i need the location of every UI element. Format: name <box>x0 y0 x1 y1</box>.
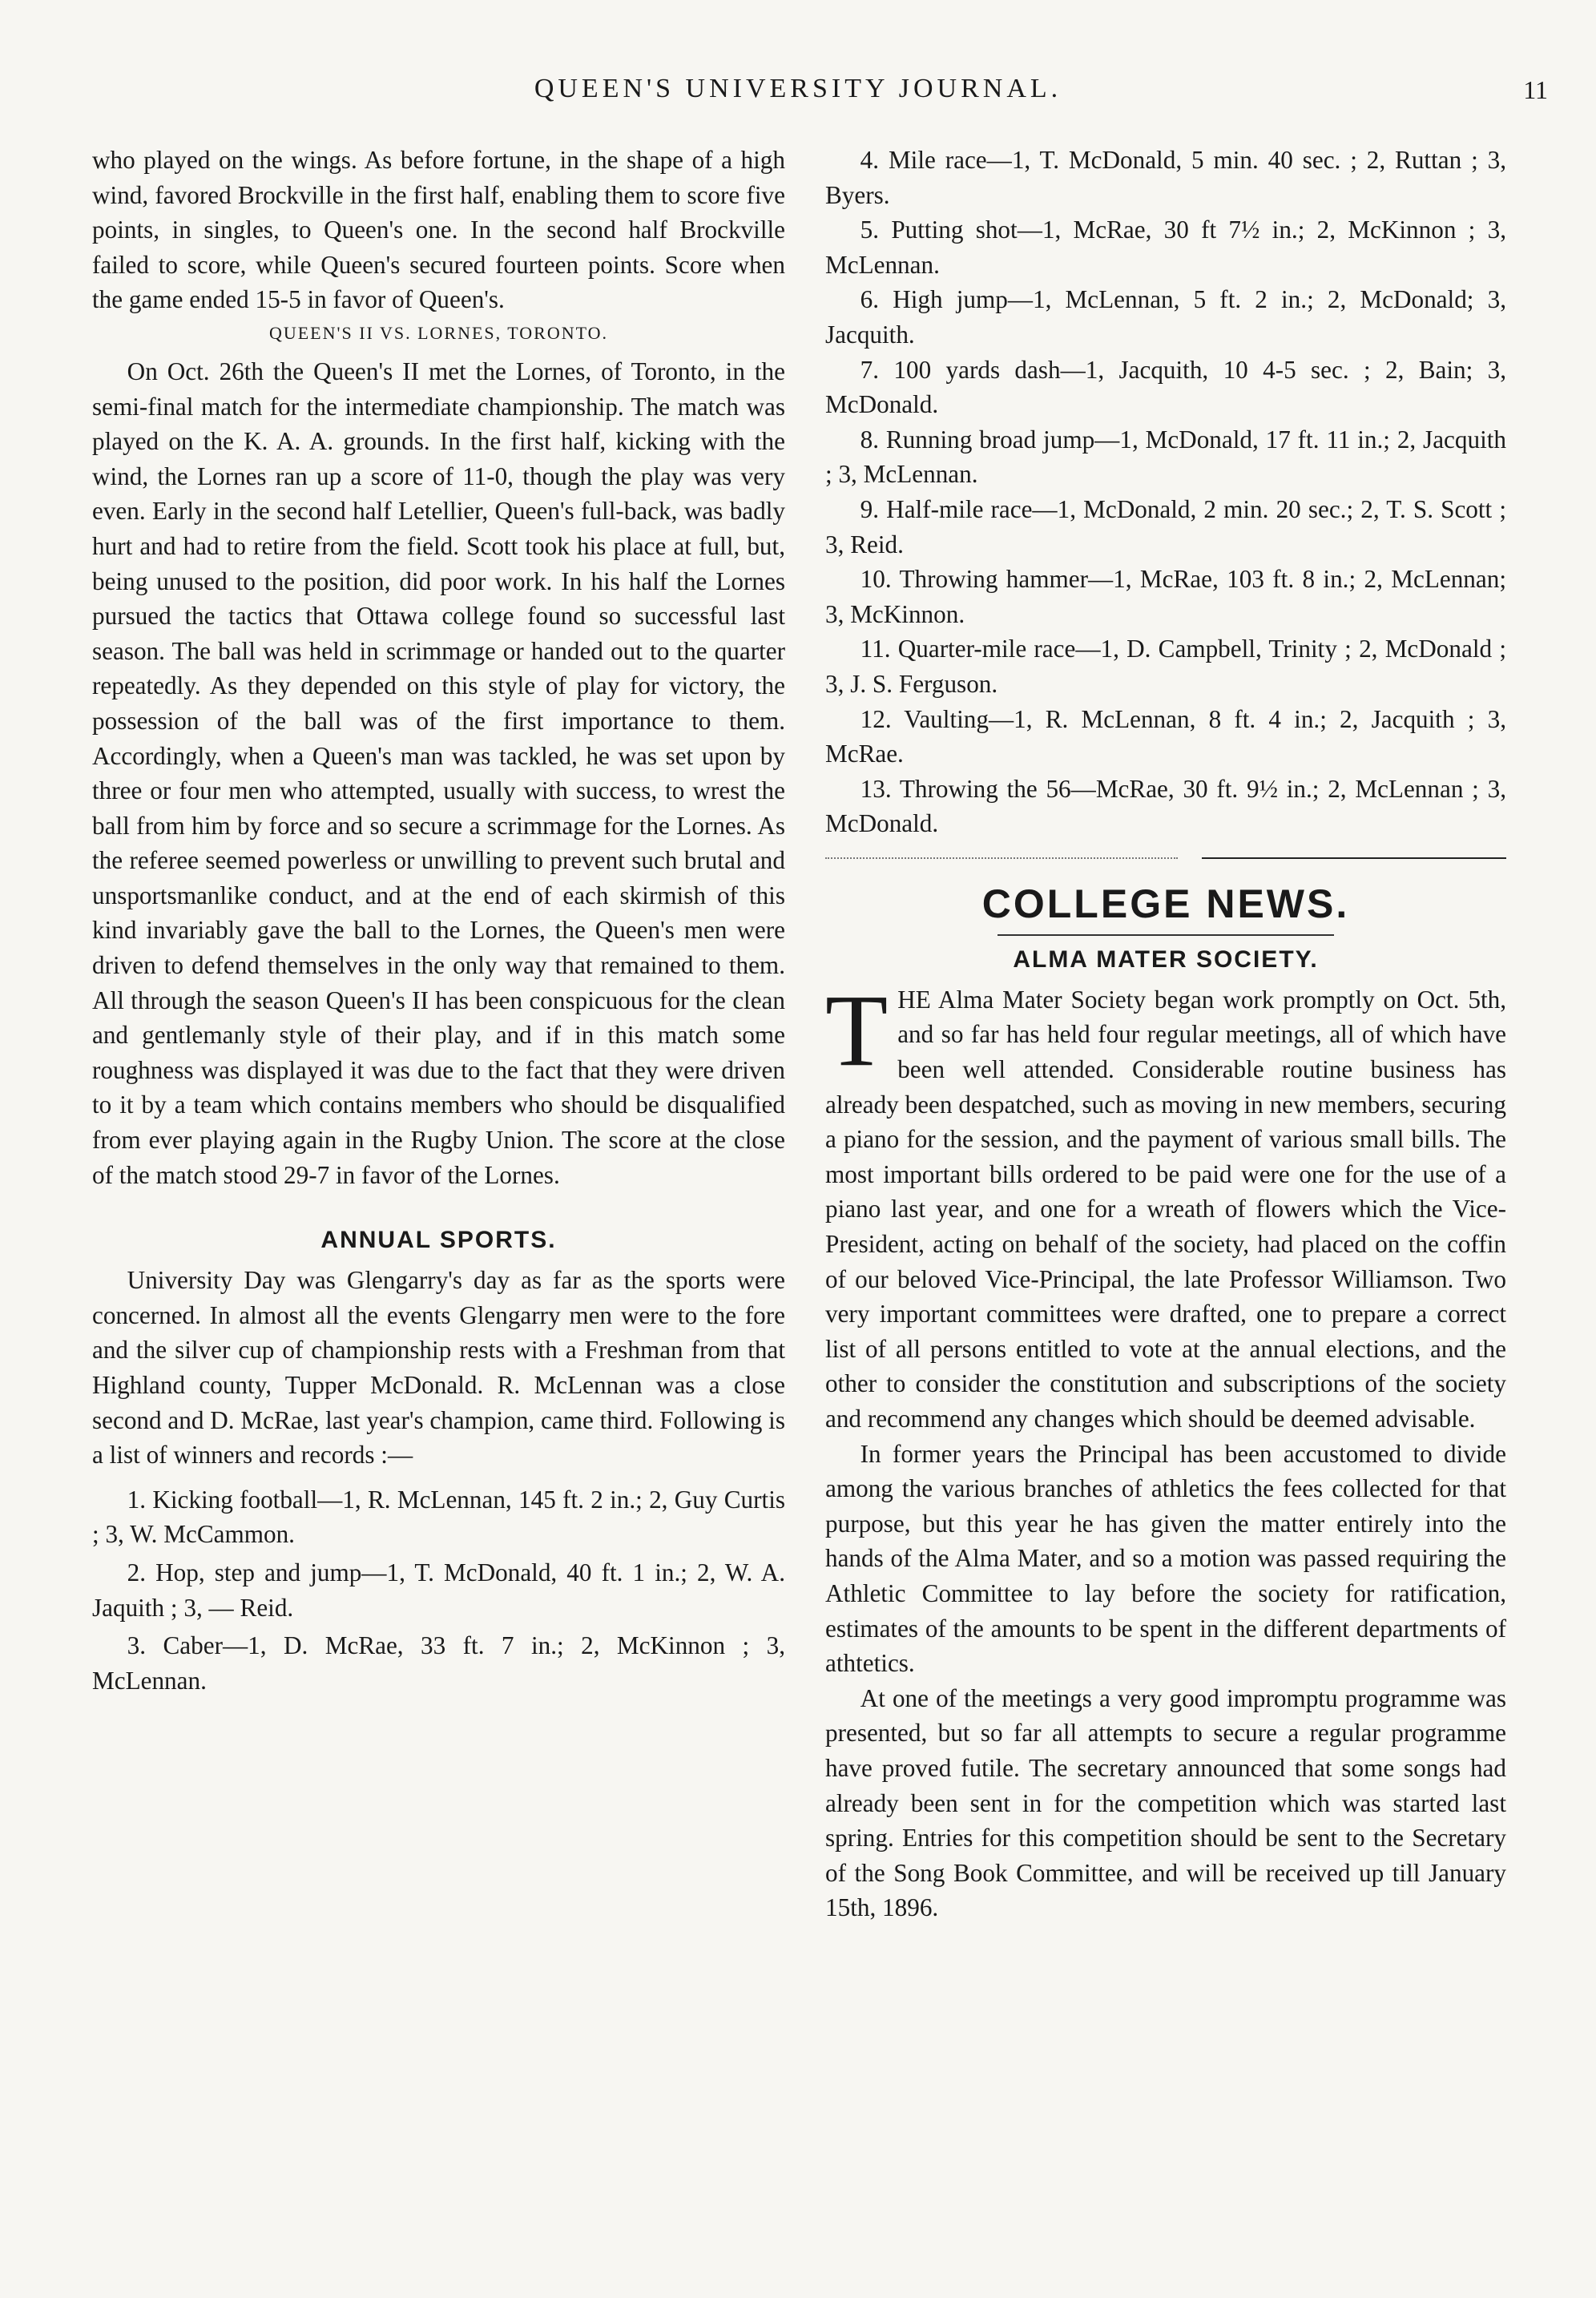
journal-title: QUEEN'S UNIVERSITY JOURNAL. <box>534 74 1062 103</box>
heading-rule <box>998 934 1334 936</box>
list-item: 11. Quarter-mile race—1, D. Campbell, Trinity ; 2, McDonald ; 3, J. S. Ferguson. <box>825 635 1506 698</box>
list-item: 2. Hop, step and jump—1, T. McDonald, 40 ft. 1 in.; 2, W. A. Jaquith ; 3, — Reid. <box>92 1558 785 1622</box>
list-item: 1. Kicking football—1, R. McLennan, 145 ft. 2 in.; 2, Guy Curtis ; 3, W. McCammon. <box>92 1485 785 1549</box>
list-item: 5. Putting shot—1, McRae, 30 ft 7½ in.; 2, McKinnon ; 3, McLennan. <box>825 216 1506 279</box>
winners-list <box>92 1482 785 1699</box>
list-item: 9. Half-mile race—1, McDonald, 2 min. 20 sec.; 2, T. S. Scott ; 3, Reid. <box>825 494 1506 558</box>
list-item: 8. Running broad jump—1, McDonald, 17 ft. 11 in.; 2, Jacquith ; 3, McLennan. <box>825 425 1506 489</box>
paragraph: In former years the Principal has been accustomed to divide among the various branches of athletics the fees collected for that purpose, but this year he has given the matter entirely into the hands of the Alma Mater, and so a motion was passed requiring the Athletic Committee to lay before the society for ratification, estimates of the amounts to be spent in the different departments of athtetics. <box>825 1439 1506 1678</box>
solid-rule <box>1202 857 1506 859</box>
annual-sports-heading: ANNUAL SPORTS. <box>320 1227 557 1254</box>
paragraph: HE Alma Mater Society began work promptly on Oct. 5th, and so far has held four regular meetings, all of which have been well attended. Considerable routine business has already been despatched, such as moving in new members, securing a piano for the session, and the payment of various small bills. The most important bills ordered to be paid were one for the use of a piano last year, and one for a wreath of flowers which the Vice-President, acting on behalf of the society, had placed on the coffin of our beloved Vice-Principal, the late Professor Williamson. Two very important committees were drafted, one to prepare a correct list of all persons entitled to vote at the annual elections, and the other to consider the constitution and subscriptions of the society and recommend any changes which should be deemed advisable. <box>825 985 1506 1433</box>
list-item: 12. Vaulting—1, R. McLennan, 8 ft. 4 in.; 2, Jacquith ; 3, McRae. <box>825 704 1506 768</box>
list-item: 7. 100 yards dash—1, Jacquith, 10 4-5 sec. ; 2, Bain; 3, McDonald. <box>825 355 1506 419</box>
list-item: 6. High jump—1, McLennan, 5 ft. 2 in.; 2, McDonald; 3, Jacquith. <box>825 285 1506 349</box>
drop-cap: T <box>825 973 889 1087</box>
right-column <box>825 143 1506 1925</box>
dotted-rule <box>825 857 1178 859</box>
list-item: 13. Throwing the 56—McRae, 30 ft. 9½ in.; 2, McLennan ; 3, McDonald. <box>825 774 1506 838</box>
alma-mater-society-heading: ALMA MATER SOCIETY. <box>1013 945 1319 973</box>
winners-list-continued <box>825 143 1506 841</box>
match-subheading: QUEEN'S II VS. LORNES, TORONTO. <box>268 322 609 343</box>
list-item: 3. Caber—1, D. McRae, 33 ft. 7 in.; 2, McKinnon ; 3, McLennan. <box>92 1631 785 1695</box>
list-item: 4. Mile race—1, T. McDonald, 5 min. 40 sec. ; 2, Ruttan ; 3, Byers. <box>825 146 1506 209</box>
section-divider <box>825 851 1506 870</box>
paragraph: At one of the meetings a very good impromptu programme was presented, but so far all attempts to secure a regular programme have proved futile. The secretary announced that some songs had already been sent in for the competition which was started last spring. Entries for this competition should be sent to the Secretary of the Song Book Committee, and will be received up till January 15th, 1896. <box>825 1683 1506 1922</box>
college-news-heading: COLLEGE NEWS. <box>981 881 1350 926</box>
paragraph: who played on the wings. As before fortune, in the shape of a high wind, favored Brockville in the first half, enabling them to score five points, in singles, to Queen's one. In the second half Brockville failed to score, while Queen's secured fourteen points. Score when the game ended 15-5 in favor of Queen's. <box>92 146 785 314</box>
paragraph: University Day was Glengarry's day as far as the sports were concerned. In almost all the events Glengarry men were to the fore and the silver cup of championship rests with a Freshman from that Highland county, Tupper McDonald. R. McLennan was a close second and D. McRae, last year's champion, came third. Following is a list of winners and records :— <box>92 1266 785 1470</box>
page-number: 11 <box>1523 75 1548 104</box>
left-column <box>92 143 785 1701</box>
page-header <box>0 74 1596 114</box>
list-item: 10. Throwing hammer—1, McRae, 103 ft. 8 in.; 2, McLennan; 3, McKinnon. <box>825 565 1506 628</box>
paragraph: On Oct. 26th the Queen's II met the Lornes, of Toronto, in the semi-final match for the intermediate championship. The match was played on the K. A. A. grounds. In the first half, kicking with the wind, the Lornes ran up a score of 11-0, though the play was very even. Early in the second half Letellier, Queen's full-back, was badly hurt and had to retire from the field. Scott took his place at full, but, being unused to the position, did poor work. In his half the Lornes pursued the tactics that Ottawa college found so successful last season. The ball was held in scrimmage or handed out to the quarter repeatedly. As they depended on this style of play for victory, the possession of the ball was of the first importance to them. Accordingly, when a Queen's man was tackled, he was set upon by three or four men who attempted, usually with success, to wrest the ball from him by force and so secure a scrimmage for the Lornes. As the referee seemed powerless or unwilling to prevent such brutal and unsportsmanlike conduct, and at the end of each skirmish of this kind invariably gave the ball to the Lornes, the Queen's men were driven to defend themselves in the only way that remained to them. All through the season Queen's II has been conspicuous for the clean and gentlemanly style of their play, and if in this match some roughness was displayed it was due to the fact that they were driven to it by a team which contains members who should be disqualified from ever playing again in the Rugby Union. The score at the close of the match stood 29-7 in favor of the Lornes. <box>92 357 785 1189</box>
drop-cap-paragraph <box>825 973 1506 1437</box>
